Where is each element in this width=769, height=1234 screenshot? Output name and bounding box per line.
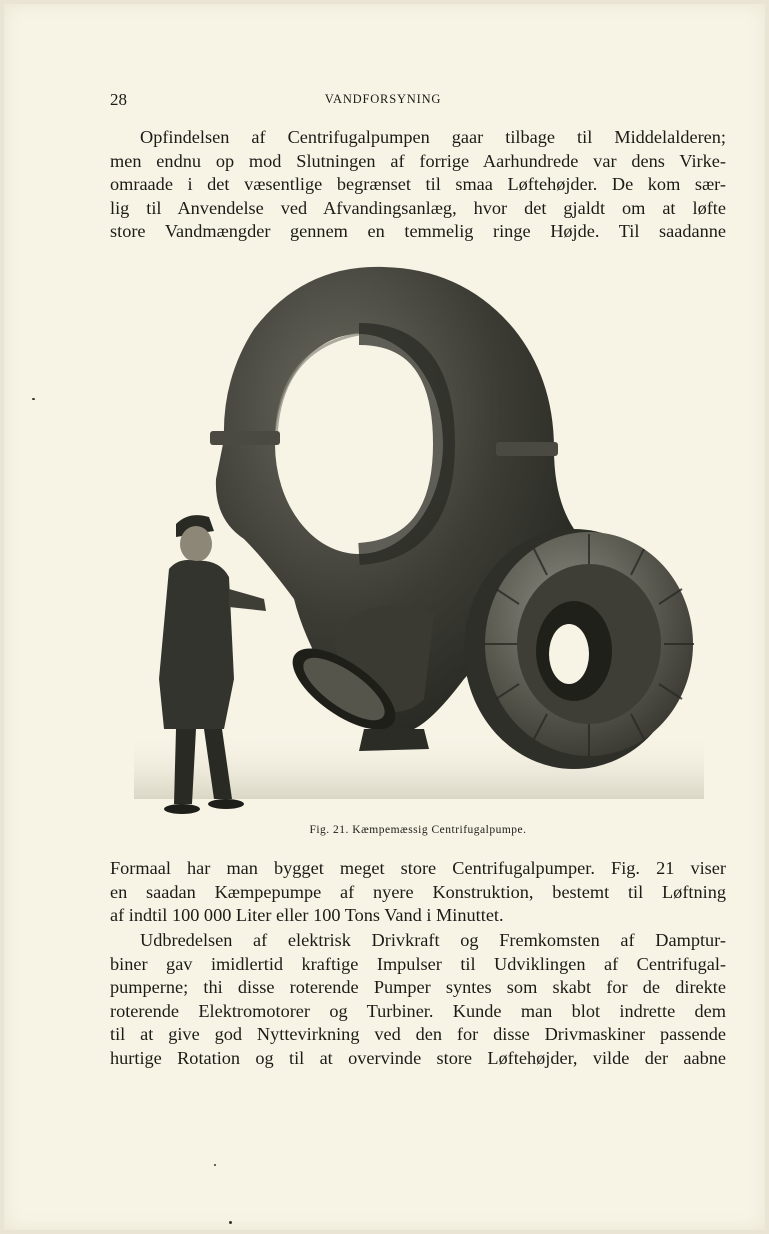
paragraph-3-line: Udbredelsen af elektrisk Drivkraft og Fremkomsten af Damptur-: [140, 930, 726, 950]
paragraph-2-line: en saadan Kæmpepumpe af nyere Konstruktion, bestemt til Løftning: [110, 881, 726, 902]
paragraph-1-line: store Vandmængder gennem en temmelig ringe Højde. Til saadanne: [110, 221, 726, 241]
paragraph-3: [110, 929, 726, 1070]
paragraph-3-line: roterende Elektromotorer og Turbiner. Kunde man blot indrette dem: [110, 1000, 726, 1021]
page-number: 28: [110, 90, 127, 109]
paragraph-1-line: men endnu op mod Slutningen af forrige Aarhundrede var dens Virke-: [110, 150, 726, 171]
paragraph-3-line: hurtige Rotation og til at overvinde store Løftehøjder, vilde der aabne: [110, 1047, 726, 1068]
running-title: VANDFORSYNING: [324, 92, 442, 106]
paragraph-2-line: af indtil 100 000 Liter eller 100 Tons Vand i Minuttet.: [110, 905, 504, 925]
paragraph-3-line: til at give god Nyttevirkning ved den for disse Drivmaskiner passende: [110, 1024, 726, 1044]
paragraph-1-line: omraade i det væsentlige begrænset til smaa Løftehøjder. De kom sær-: [110, 174, 726, 194]
book-page: [4, 4, 765, 1230]
paragraph-1-line: Opfindelsen af Centrifugalpumpen gaar tilbage til Middelalderen;: [140, 127, 726, 147]
paper-speck: [214, 1164, 216, 1166]
paragraph-1: [110, 126, 726, 244]
paragraph-2-line: Formaal har man bygget meget store Centrifugalpumper. Fig. 21 viser: [110, 858, 726, 878]
paragraph-3-line: biner gav imidlertid kraftige Impulser til Udviklingen af Centrifugal-: [110, 953, 726, 974]
paper-speck: [32, 398, 35, 400]
figure-photo: [104, 259, 724, 824]
page-header: [110, 90, 656, 112]
paragraph-2: [110, 857, 726, 928]
paper-speck: [229, 1221, 232, 1224]
figure-caption: Fig. 21. Kæmpemæssig Centrifugalpumpe.: [309, 824, 527, 836]
paragraph-3-line: pumperne; thi disse roterende Pumper syntes som skabt for de direkte: [110, 977, 726, 997]
paragraph-1-line: lig til Anvendelse ved Afvandingsanlæg, hvor det gjaldt om at løfte: [110, 197, 726, 218]
